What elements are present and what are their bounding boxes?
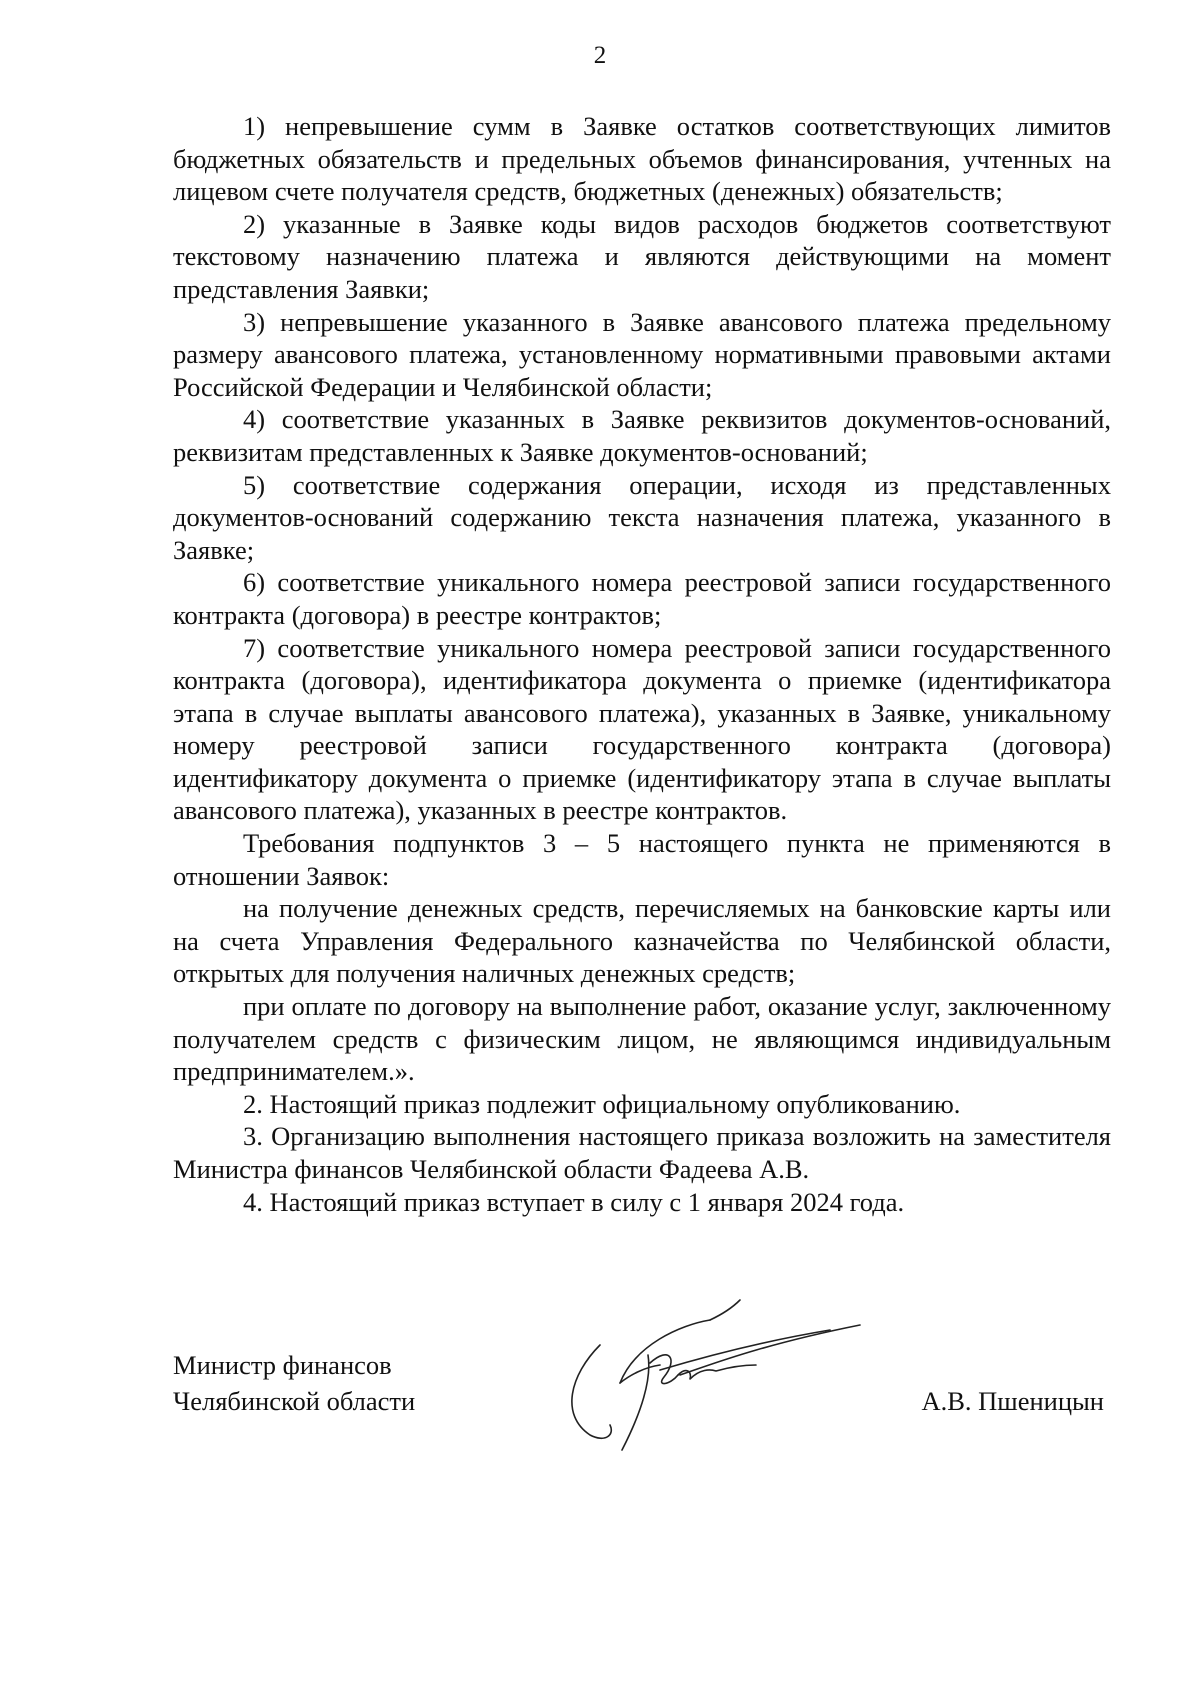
document-body	[173, 110, 1111, 1218]
page-number: 2	[593, 42, 607, 69]
handwritten-signature	[560, 1285, 880, 1465]
signatory-position-line-1: Министр финансов	[173, 1350, 392, 1380]
paragraph-item-6: 6) соответствие уникального номера реестровой записи государственного контракта (договора) в реестре контрактов;	[173, 567, 1111, 630]
paragraph-exception-bank-cards: на получение денежных средств, перечисляемых на банковские карты или на счета Управления Федерального казначейства по Челябинской области, открытых для получения наличных денежных средств;	[173, 893, 1111, 989]
paragraph-clause-2: 2. Настоящий приказ подлежит официальному опубликованию.	[243, 1088, 961, 1119]
paragraph-item-1: 1) непревышение сумм в Заявке остатков соответствующих лимитов бюджетных обязательств и предельных объемов финансирования, учтенных на лицевом счете получателя средств, бюджетных (денежных) обязательств;	[173, 111, 1111, 207]
paragraph-clause-3: 3. Организацию выполнения настоящего приказа возложить на заместителя Министра финансов Челябинской области Фадеева А.В.	[173, 1121, 1111, 1184]
signatory-name: А.В. Пшеницын	[921, 1386, 1104, 1416]
paragraph-item-7: 7) соответствие уникального номера реестровой записи государственного контракта (договора), идентификатора документа о приемке (идентификатора этапа в случае выплаты авансового платежа), указанных в Заявке, уникальному номеру реестровой записи государственного контракта (договора) идентификатору документа о приемке (идентификатору этапа в случае выплаты авансового платежа), указанных в реестре контрактов.	[173, 632, 1111, 826]
paragraph-item-3: 3) непревышение указанного в Заявке авансового платежа предельному размеру авансового платежа, установленному нормативными правовыми актами Российской Федерации и Челябинской области;	[173, 306, 1111, 402]
paragraph-clause-4: 4. Настоящий приказ вступает в силу с 1 января 2024 года.	[243, 1186, 905, 1217]
paragraph-item-2: 2) указанные в Заявке коды видов расходов бюджетов соответствуют текстовому назначению платежа и являются действующими на момент представления Заявки;	[173, 208, 1111, 304]
paragraph-exceptions-intro: Требования подпунктов 3 – 5 настоящего пункта не применяются в отношении Заявок:	[173, 828, 1111, 891]
paragraph-item-5: 5) соответствие содержания операции, исходя из представленных документов-оснований содержанию текста назначения платежа, указанного в Заявке;	[173, 469, 1111, 565]
paragraph-item-4: 4) соответствие указанных в Заявке реквизитов документов-оснований, реквизитам представленных к Заявке документов-оснований;	[173, 404, 1111, 467]
signatory-position-line-2: Челябинской области	[173, 1386, 416, 1416]
paragraph-exception-individuals: при оплате по договору на выполнение работ, оказание услуг, заключенному получателем средств с физическим лицом, не являющимся индивидуальным предпринимателем.».	[173, 991, 1111, 1087]
signatory-position	[173, 1347, 415, 1419]
